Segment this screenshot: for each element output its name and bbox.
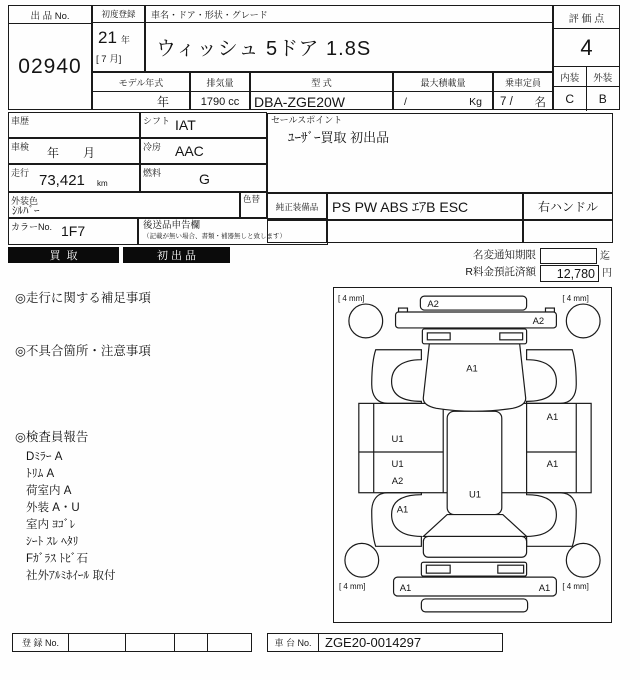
inspector-item: 外装 A・U	[26, 502, 80, 514]
registration-no-divider	[174, 634, 175, 651]
mark-rear-bumper: A2	[532, 314, 545, 326]
capacity-label: 乗車定員	[494, 73, 552, 92]
fuel-value: G	[199, 171, 210, 187]
exterior-label: 外装	[593, 72, 613, 84]
car-damage-diagram	[334, 288, 611, 622]
inspector-item: ﾄﾘﾑ A	[26, 468, 55, 480]
shift-label: シフト	[143, 116, 171, 126]
max-load-slash: /	[404, 95, 407, 108]
hood-panel	[423, 536, 526, 557]
damage-diagram-box	[333, 287, 612, 623]
tread-label-front-left: [ 4 mm]	[338, 582, 366, 592]
color-no-label: カラーNo.	[11, 222, 53, 232]
rear-right-fender	[527, 350, 577, 404]
exterior-color-label: 外装色	[11, 196, 39, 206]
mark-left-quarter-upper: U1	[391, 433, 404, 445]
equipment-empty-cell-1	[267, 220, 327, 243]
exterior-grade-value: B	[598, 92, 607, 106]
fuel-label: 燃料	[143, 168, 162, 178]
displacement-label: 排気量	[191, 73, 249, 92]
front-bumper	[394, 577, 557, 596]
mark-right-door-lower: A1	[546, 457, 559, 469]
first-registration-label: 初度登録	[93, 6, 144, 23]
registration-no-label: 登 録 No.	[13, 634, 69, 651]
color-no-cell	[8, 218, 138, 245]
front-right-fender	[527, 493, 577, 547]
grade-label: 評 価 点	[554, 6, 619, 29]
handle-empty-cell	[523, 220, 613, 243]
interior-grade-value: C	[554, 87, 587, 111]
equipment-label: 純正装備品	[275, 201, 319, 212]
capacity-cell	[493, 72, 553, 110]
type-value: DBA-ZGE20W	[254, 93, 346, 110]
sales-point-box	[267, 113, 613, 193]
equipment-value: PS PW ABS ｴｱB ESC	[332, 198, 469, 215]
history-cell	[8, 112, 140, 138]
capacity-value: 7 /	[500, 95, 513, 108]
lot-number-label: 出 品 No.	[9, 6, 91, 24]
rear-bumper-tab-right	[545, 308, 554, 312]
later-items-note: （記載が無い場合、書類・補器無しと致します）	[143, 233, 286, 240]
lot-number-box	[8, 5, 92, 110]
inspection-cell	[8, 138, 140, 164]
interior-label: 内装	[554, 67, 587, 86]
recycle-fee-label: R料金預託済額	[465, 266, 536, 278]
equipment-label-cell	[267, 193, 327, 220]
exterior-color-cell	[8, 192, 240, 218]
recycle-fee-value: 12,780	[556, 266, 595, 281]
buy-badge: 買取	[8, 247, 119, 263]
front-lower-bar	[421, 599, 527, 612]
mark-rear-spoiler: A2	[427, 298, 439, 310]
inspector-report-list	[26, 448, 115, 584]
rear-bumper-tab-left	[399, 308, 408, 312]
exterior-color-value: ｼﾙﾊﾞｰ	[12, 205, 40, 217]
name-change-deadline-unit: 迄	[600, 251, 610, 262]
type-cell	[250, 72, 393, 110]
mark-right-quarter-upper: A1	[546, 411, 559, 423]
mark-left-door-lower: U1	[391, 457, 404, 469]
tire-front-left	[345, 543, 379, 577]
capacity-unit: 名	[534, 96, 546, 109]
mileage-value: 73,421	[39, 172, 85, 189]
model-year-label: モデル年式	[93, 73, 189, 92]
history-label: 車歴	[11, 116, 30, 126]
handle-cell	[523, 193, 613, 220]
tread-label-front-right: [ 4 mm]	[562, 582, 589, 592]
max-load-label: 最大積載量	[394, 73, 492, 92]
car-name-label: 車名・ドア・形状・グレード	[146, 6, 552, 23]
lot-number-value: 02940	[18, 55, 82, 78]
driving-notes-heading: ◎走行に関する補足事項	[15, 291, 151, 305]
color-change-cell	[240, 192, 267, 218]
mileage-label: 走行	[11, 168, 30, 178]
displacement-value: 1790 cc	[200, 95, 240, 108]
registration-no-divider	[207, 634, 208, 651]
rear-left-fender	[372, 350, 422, 404]
ac-label: 冷房	[143, 142, 162, 152]
mark-left-door-lower2: A2	[391, 474, 404, 486]
first-reg-month: [ 7 月]	[96, 54, 122, 65]
registration-no-divider	[125, 634, 126, 651]
inspector-item: 社外ｱﾙﾐﾎｲｰﾙ 取付	[26, 570, 116, 582]
max-load-cell	[393, 72, 493, 110]
grade-value: 4	[554, 29, 619, 67]
rear-lamp-left	[427, 333, 450, 340]
inspector-item: 荷室内 A	[26, 485, 72, 497]
first-listing-badge: 初出品	[123, 247, 230, 263]
mileage-cell	[8, 164, 140, 192]
displacement-cell	[190, 72, 250, 110]
sales-point-label: セールスポイント	[271, 115, 343, 125]
rear-lamp-right	[500, 333, 523, 340]
inspector-item: ｼｰﾄ ｽﾚ ﾍﾀﾘ	[26, 536, 79, 548]
front-left-fender	[372, 493, 422, 547]
rear-window	[423, 344, 525, 412]
tire-front-right	[566, 543, 600, 577]
color-change-label: 色替	[243, 194, 261, 204]
mark-rear-window: A1	[466, 362, 478, 374]
inspector-item: 室内 ﾖｺﾞﾚ	[26, 519, 76, 531]
sales-point-value: ﾕｰｻﾞｰ買取 初出品	[288, 130, 390, 145]
tire-rear-right	[566, 304, 600, 338]
ac-value: AAC	[175, 143, 204, 159]
handle-value: 右ハンドル	[537, 200, 598, 214]
shift-value: IAT	[175, 117, 196, 133]
inspector-report-heading: ◎検査員報告	[15, 430, 89, 444]
mark-roof: U1	[468, 488, 482, 500]
equipment-value-cell	[327, 193, 523, 220]
shift-cell	[140, 112, 267, 138]
tire-rear-left	[349, 304, 383, 338]
inspector-item: Dﾐﾗｰ A	[26, 451, 63, 463]
mark-front-left-fender: A1	[396, 503, 409, 515]
ac-cell	[140, 138, 267, 164]
first-registration-box	[92, 5, 145, 72]
mark-front-bumper-left: A1	[399, 582, 412, 594]
tread-label-rear-right: [ 4 mm]	[562, 294, 589, 304]
inspection-value: 年 月	[47, 146, 96, 160]
mileage-unit: km	[97, 179, 108, 188]
mark-front-bumper-right: A1	[538, 582, 551, 594]
max-load-unit: Kg	[469, 95, 482, 108]
inspector-item: Fｶﾞﾗｽ ﾄﾋﾞ石	[26, 553, 88, 565]
car-name-value: ウィッシュ 5ドア 1.8S	[156, 38, 372, 60]
first-reg-year-unit: 年	[120, 35, 130, 45]
name-change-deadline-field	[540, 248, 597, 264]
fuel-cell	[140, 164, 267, 192]
front-windshield	[423, 515, 526, 537]
tread-label-rear-left: [ 4 mm]	[337, 294, 365, 304]
chassis-no-label: 車 台 No.	[268, 634, 319, 651]
first-reg-year: 21	[98, 28, 117, 47]
model-year-cell	[92, 72, 190, 110]
later-items-label: 後送品申告欄	[143, 220, 201, 231]
color-no-value: 1F7	[61, 223, 86, 239]
inspection-label: 車検	[11, 142, 30, 152]
recycle-fee-unit: 円	[602, 268, 612, 279]
type-label: 型 式	[251, 73, 392, 92]
defects-heading: ◎不具合箇所・注意事項	[15, 344, 151, 358]
headlamp-right	[498, 565, 524, 573]
registration-no-box	[12, 633, 252, 652]
car-name-box	[145, 5, 553, 72]
equipment-empty-cell-2	[327, 220, 523, 243]
name-change-deadline-label: 名変通知期限	[473, 249, 536, 261]
headlamp-left	[426, 565, 450, 573]
chassis-no-box	[267, 633, 503, 652]
chassis-no-value: ZGE20-0014297	[325, 635, 422, 650]
model-year-value: 年	[156, 95, 169, 109]
grade-box	[553, 5, 620, 110]
recycle-fee-field	[540, 265, 599, 282]
